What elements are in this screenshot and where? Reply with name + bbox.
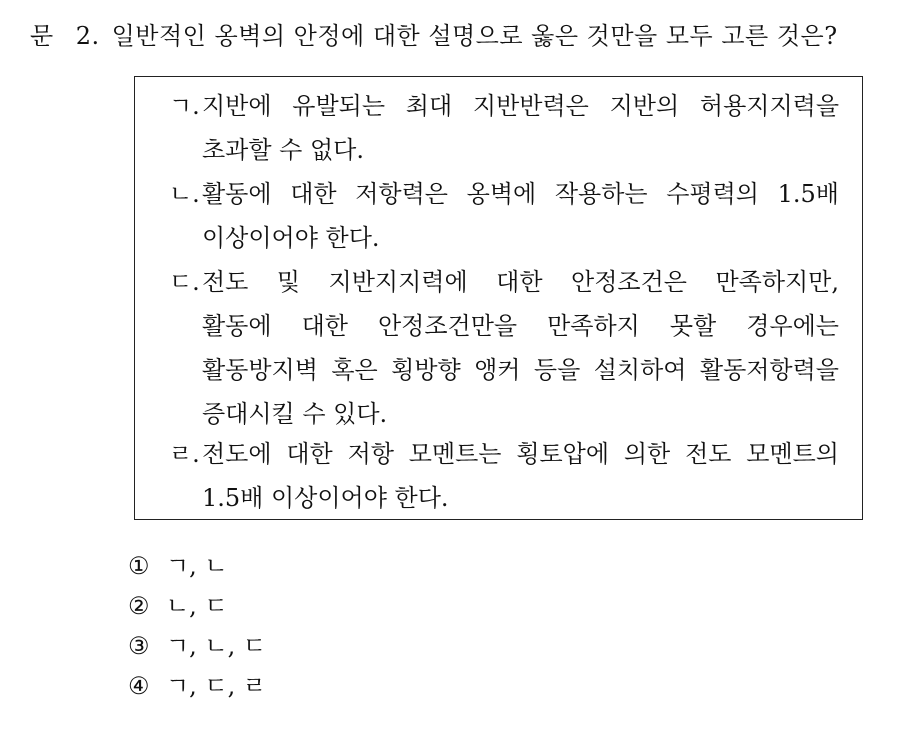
- option-text: ㄱ, ㄴ: [166, 552, 228, 580]
- option-symbol: ②: [128, 592, 150, 620]
- statement-line: 활동방지벽 혹은 횡방향 앵커 등을 설치하여 활동저항력을: [202, 356, 839, 384]
- option-text: ㄱ, ㄷ, ㄹ: [166, 672, 267, 700]
- answer-option-3[interactable]: [128, 626, 266, 666]
- statement-item: [169, 260, 839, 436]
- statement-item: [169, 84, 839, 172]
- statement-line: 1.5배 이상이어야 한다.: [202, 484, 449, 512]
- statement-item: [169, 172, 839, 260]
- option-symbol: ④: [128, 672, 150, 700]
- answer-options: [128, 546, 266, 706]
- statement-line: ㄴ.활동에 대한 저항력은 옹벽에 작용하는 수평력의 1.5배: [169, 172, 839, 216]
- statement-line: 증대시킬 수 있다.: [202, 400, 388, 428]
- statement-mark: ㄹ.: [169, 440, 200, 468]
- statement-mark: ㄴ.: [169, 180, 200, 208]
- statement-item: [169, 432, 839, 520]
- option-symbol: ③: [128, 632, 150, 660]
- statement-line: 이상이어야 한다.: [202, 224, 380, 252]
- answer-option-1[interactable]: [128, 546, 266, 586]
- option-text: ㄴ, ㄷ: [166, 592, 228, 620]
- question-text: 일반적인 옹벽의 안정에 대한 설명으로 옳은 것만을 모두 고른 것은?: [111, 22, 838, 50]
- statement-line: 초과할 수 없다.: [202, 136, 364, 164]
- statement-line: ㄷ.전도 및 지반지지력에 대한 안정조건은 만족하지만,: [169, 260, 839, 304]
- option-text: ㄱ, ㄴ, ㄷ: [166, 632, 267, 660]
- statement-box: [134, 76, 863, 520]
- answer-option-2[interactable]: [128, 586, 266, 626]
- statement-line: ㄱ.지반에 유발되는 최대 지반반력은 지반의 허용지지력을: [169, 84, 839, 128]
- option-symbol: ①: [128, 552, 150, 580]
- statement-line: 활동에 대한 안정조건만을 만족하지 못할 경우에는: [202, 312, 839, 340]
- question-stem: [30, 18, 838, 54]
- question-label: 문: [30, 22, 54, 50]
- statement-line: ㄹ.전도에 대한 저항 모멘트는 횡토압에 의한 전도 모멘트의: [169, 432, 839, 476]
- statement-mark: ㄱ.: [169, 92, 200, 120]
- answer-option-4[interactable]: [128, 666, 266, 706]
- statement-mark: ㄷ.: [169, 268, 200, 296]
- question-number: 2.: [75, 22, 100, 50]
